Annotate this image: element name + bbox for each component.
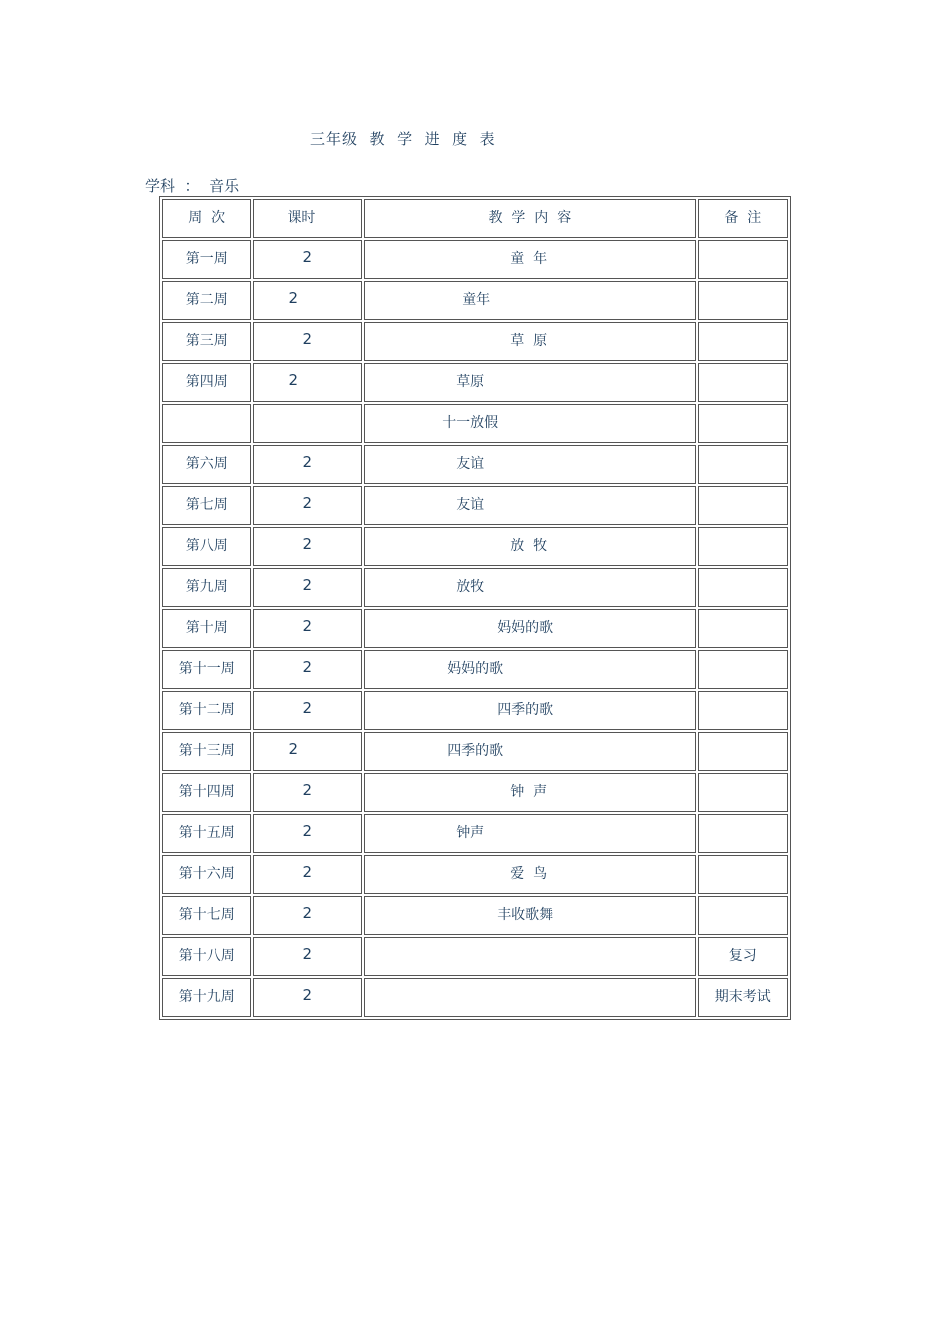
table-row (162, 609, 788, 648)
content-cell (364, 650, 695, 689)
content-cell (364, 404, 695, 443)
table-row (162, 732, 788, 771)
week-cell (162, 486, 251, 525)
table-row (162, 855, 788, 894)
table-row (162, 240, 788, 279)
week-label: 第三周 (185, 333, 228, 349)
hours-cell (253, 568, 362, 607)
week-label: 第二周 (185, 292, 228, 308)
note-cell (698, 486, 788, 525)
content-text: 钟 声 (510, 784, 548, 800)
content-text: 草 原 (510, 333, 548, 349)
content-text: 十一放假 (442, 415, 499, 431)
hours-value: 2 (302, 904, 312, 922)
week-label: 第十八周 (178, 948, 235, 964)
content-cell (364, 527, 695, 566)
header-content-cell (364, 199, 695, 238)
week-cell (162, 445, 251, 484)
content-cell (364, 240, 695, 279)
week-cell (162, 896, 251, 935)
hours-cell (253, 732, 362, 771)
hours-cell (253, 404, 362, 443)
week-cell (162, 691, 251, 730)
content-cell (364, 937, 695, 976)
hours-value: 2 (302, 945, 312, 963)
week-label: 第一周 (185, 251, 228, 267)
hours-value: 2 (302, 453, 312, 471)
content-text: 友谊 (456, 497, 485, 513)
hours-cell (253, 855, 362, 894)
table-row (162, 650, 788, 689)
hours-value: 2 (302, 781, 312, 799)
content-text: 爱 鸟 (510, 866, 548, 882)
note-cell (698, 650, 788, 689)
table-row (162, 445, 788, 484)
content-cell (364, 281, 695, 320)
week-label: 第七周 (185, 497, 228, 513)
table-row (162, 773, 788, 812)
hours-value: 2 (302, 863, 312, 881)
content-text: 放 牧 (510, 538, 548, 554)
header-hours-cell (253, 199, 362, 238)
week-label: 第十二周 (178, 702, 235, 718)
week-cell (162, 240, 251, 279)
hours-value: 2 (302, 330, 312, 348)
hours-value: 2 (302, 822, 312, 840)
note-cell (698, 732, 788, 771)
table-row (162, 814, 788, 853)
note-cell (698, 814, 788, 853)
hours-cell (253, 978, 362, 1017)
week-cell (162, 363, 251, 402)
content-cell (364, 445, 695, 484)
content-text: 四季的歌 (447, 743, 504, 759)
week-label: 第十周 (185, 620, 228, 636)
content-text: 妈妈的歌 (447, 661, 504, 677)
content-text: 四季的歌 (497, 702, 554, 718)
week-cell (162, 527, 251, 566)
hours-cell (253, 527, 362, 566)
hours-value: 2 (302, 494, 312, 512)
hours-cell (253, 363, 362, 402)
hours-cell (253, 691, 362, 730)
note-cell (698, 937, 788, 976)
content-text: 童年 (462, 292, 491, 308)
note-cell (698, 609, 788, 648)
content-cell (364, 691, 695, 730)
week-cell (162, 609, 251, 648)
hours-value: 2 (288, 289, 298, 307)
week-cell (162, 855, 251, 894)
note-cell (698, 691, 788, 730)
week-label: 第十三周 (178, 743, 235, 759)
table-row (162, 363, 788, 402)
week-cell (162, 937, 251, 976)
note-cell (698, 978, 788, 1017)
document-title: 三年级 教 学 进 度 表 (310, 130, 496, 148)
hours-cell (253, 773, 362, 812)
content-cell (364, 773, 695, 812)
week-label: 第六周 (185, 456, 228, 472)
table-row (162, 281, 788, 320)
table-row (162, 527, 788, 566)
content-cell (364, 896, 695, 935)
hours-value: 2 (288, 740, 298, 758)
table-header-row (162, 199, 788, 238)
week-label: 第十九周 (178, 989, 235, 1005)
note-cell (698, 855, 788, 894)
week-label: 第十六周 (178, 866, 235, 882)
note-cell (698, 404, 788, 443)
hours-cell (253, 650, 362, 689)
content-cell (364, 609, 695, 648)
header-week-cell (162, 199, 251, 238)
content-cell (364, 568, 695, 607)
hours-cell (253, 281, 362, 320)
table-row (162, 322, 788, 361)
hours-cell (253, 937, 362, 976)
hours-value: 2 (302, 658, 312, 676)
header-note-cell (698, 199, 788, 238)
hours-value: 2 (302, 248, 312, 266)
note-cell (698, 240, 788, 279)
hours-cell (253, 896, 362, 935)
subject-line (145, 175, 239, 196)
content-text: 童 年 (510, 251, 548, 267)
table-row (162, 896, 788, 935)
header-note: 备 注 (724, 210, 762, 226)
table-row (162, 486, 788, 525)
week-cell (162, 322, 251, 361)
week-label: 第八周 (185, 538, 228, 554)
content-cell (364, 732, 695, 771)
note-cell (698, 527, 788, 566)
note-cell (698, 896, 788, 935)
week-cell (162, 650, 251, 689)
note-cell (698, 281, 788, 320)
content-text: 丰收歌舞 (497, 907, 554, 923)
content-cell (364, 486, 695, 525)
subject-label: 学科 ： (145, 177, 200, 195)
note-cell (698, 445, 788, 484)
content-cell (364, 814, 695, 853)
table-row (162, 691, 788, 730)
week-label: 第四周 (185, 374, 228, 390)
week-cell (162, 404, 251, 443)
content-text: 妈妈的歌 (497, 620, 554, 636)
note-text: 期末考试 (714, 989, 771, 1005)
schedule-table (159, 196, 791, 1020)
note-cell (698, 363, 788, 402)
header-week: 周 次 (188, 210, 226, 226)
note-cell (698, 568, 788, 607)
hours-value: 2 (302, 699, 312, 717)
week-cell (162, 773, 251, 812)
hours-cell (253, 814, 362, 853)
note-text: 复习 (728, 948, 757, 964)
week-label: 第十五周 (178, 825, 235, 841)
week-cell (162, 281, 251, 320)
hours-cell (253, 240, 362, 279)
week-cell (162, 732, 251, 771)
content-cell (364, 322, 695, 361)
week-cell (162, 978, 251, 1017)
content-text: 钟声 (456, 825, 485, 841)
content-text: 放牧 (456, 579, 485, 595)
table-row (162, 404, 788, 443)
week-cell (162, 814, 251, 853)
content-cell (364, 363, 695, 402)
table-row (162, 568, 788, 607)
note-cell (698, 773, 788, 812)
week-label: 第十七周 (178, 907, 235, 923)
content-text: 友谊 (456, 456, 485, 472)
week-label: 第十一周 (178, 661, 235, 677)
content-cell (364, 978, 695, 1017)
note-cell (698, 322, 788, 361)
schedule-table-body (162, 199, 788, 1017)
table-row (162, 978, 788, 1017)
table-row (162, 937, 788, 976)
hours-cell (253, 322, 362, 361)
content-text: 草原 (456, 374, 485, 390)
hours-cell (253, 445, 362, 484)
hours-cell (253, 609, 362, 648)
hours-value: 2 (302, 576, 312, 594)
week-cell (162, 568, 251, 607)
hours-value: 2 (302, 535, 312, 553)
content-cell (364, 855, 695, 894)
hours-value: 2 (302, 986, 312, 1004)
hours-cell (253, 486, 362, 525)
header-hours: 课时 (287, 210, 316, 226)
subject-value: 音乐 (209, 177, 240, 195)
header-content: 教 学 内 容 (488, 210, 572, 226)
week-label: 第十四周 (178, 784, 235, 800)
week-label: 第九周 (185, 579, 228, 595)
hours-value: 2 (302, 617, 312, 635)
hours-value: 2 (288, 371, 298, 389)
